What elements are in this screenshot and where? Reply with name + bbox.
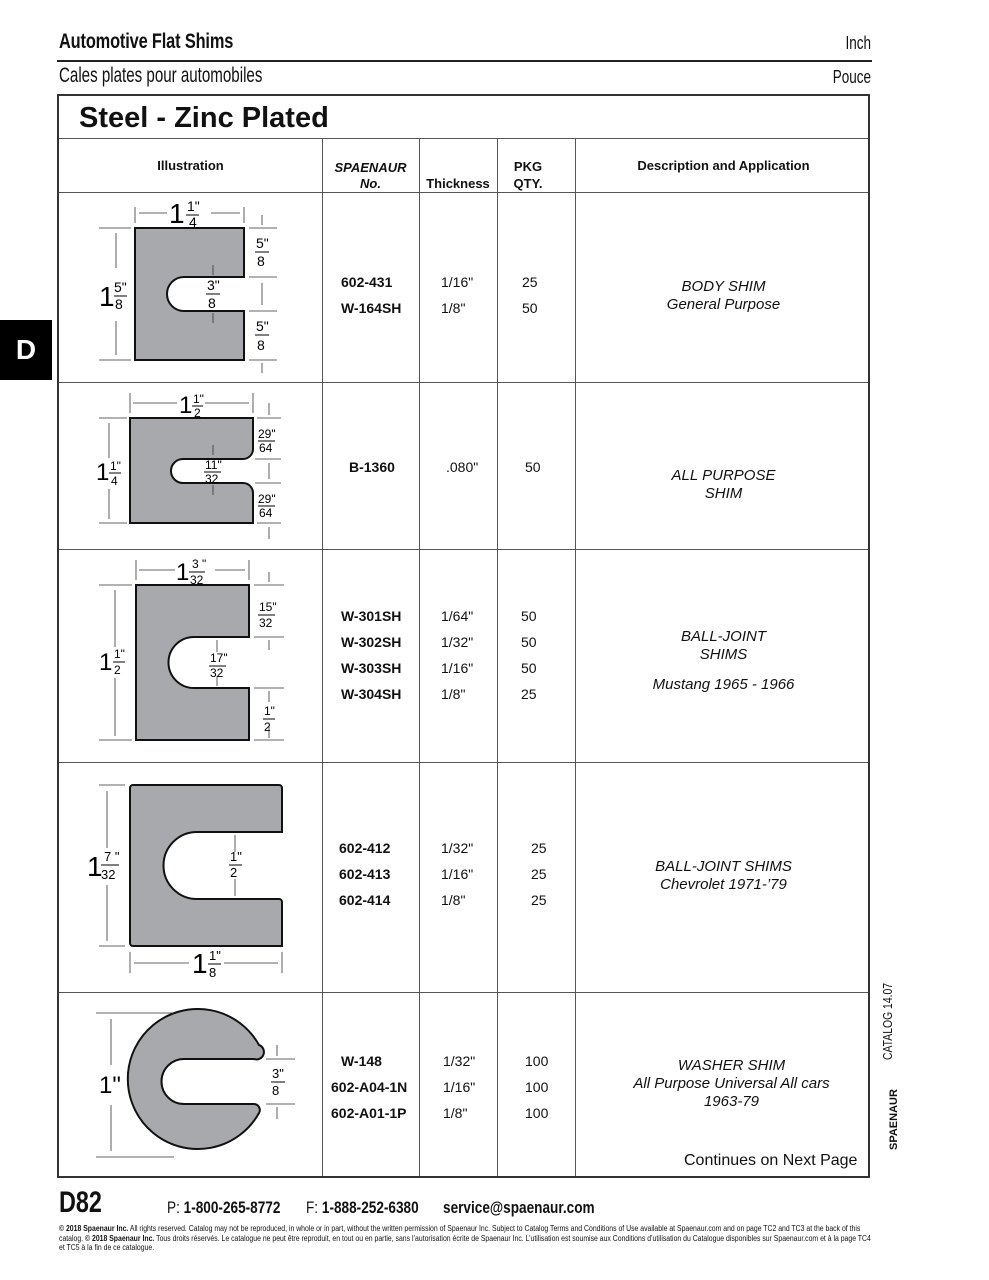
thickness: 1/16" [443, 1079, 476, 1095]
part-number: 602-414 [339, 892, 391, 908]
svg-text:32: 32 [210, 666, 224, 680]
description-line: 1963-79 [703, 1093, 760, 1110]
page-subtitle-fr: Cales plates pour automobiles [59, 64, 263, 87]
svg-text:5": 5" [256, 318, 269, 334]
description-line: BODY SHIM [681, 278, 766, 295]
svg-text:17": 17" [210, 651, 228, 665]
thickness: 1/64" [441, 608, 474, 624]
fax-label: F: [306, 1198, 319, 1217]
description-line: All Purpose Universal All cars [633, 1075, 830, 1092]
thickness: 1/8" [443, 1105, 468, 1121]
svg-text:32: 32 [190, 573, 204, 587]
svg-text:8: 8 [115, 296, 123, 312]
col-header-thickness: Thickness [426, 176, 490, 191]
part-number: W-302SH [341, 634, 402, 650]
col-header-description: Description and Application [637, 158, 810, 173]
divider [59, 138, 868, 139]
description-line: Mustang 1965 - 1966 [652, 676, 795, 693]
column-divider [419, 139, 420, 1176]
description-line: SHIM [704, 485, 743, 502]
pkg-qty: 50 [525, 459, 541, 475]
thickness: 1/32" [441, 634, 474, 650]
pkg-qty: 100 [525, 1105, 549, 1121]
pkg-qty: 25 [531, 866, 547, 882]
thickness: 1/16" [441, 274, 474, 290]
svg-text:29": 29" [258, 492, 276, 506]
description-line: General Purpose [666, 296, 781, 313]
svg-text:32: 32 [101, 867, 116, 882]
page-title: Automotive Flat Shims [59, 30, 234, 53]
thickness: 1/16" [441, 866, 474, 882]
svg-text:1: 1 [99, 649, 113, 676]
svg-text:15": 15" [259, 600, 277, 614]
description-line: ALL PURPOSE [671, 467, 776, 484]
pkg-qty: 25 [531, 840, 547, 856]
product-table [57, 94, 870, 1178]
col-header-pkg-line2: QTY. [513, 176, 543, 191]
svg-text:1": 1" [114, 647, 125, 661]
phone [167, 1198, 280, 1218]
svg-text:2: 2 [194, 406, 201, 420]
shim-illustration-body [59, 193, 322, 382]
col-header-illustration: Illustration [157, 158, 224, 173]
unit-label-fr: Pouce [832, 67, 871, 87]
svg-text:8: 8 [272, 1083, 280, 1098]
col-header-part-no-line1: SPAENAUR [334, 160, 407, 175]
description [575, 1057, 888, 1111]
svg-text:32: 32 [205, 472, 219, 486]
svg-text:11": 11" [205, 458, 222, 472]
svg-text:5": 5" [114, 279, 127, 295]
svg-text:1: 1 [192, 948, 208, 979]
svg-text:3 ": 3 " [192, 557, 207, 571]
thickness: .080" [446, 459, 479, 475]
svg-text:29": 29" [258, 427, 276, 441]
pkg-qty: 50 [522, 300, 538, 316]
unit-label: Inch [845, 33, 871, 53]
thickness: 1/32" [443, 1053, 476, 1069]
svg-text:1": 1" [99, 1072, 121, 1099]
svg-text:1: 1 [179, 392, 193, 419]
legal-text-en: All rights reserved. Catalog may not be reproduced, in whole or in part, without the written permission of Spaenaur Inc. Subject to Catalog Terms and Conditions of Use available at Spaenaur.com and on page TC2 and TC3 at the back of this catalog. [59, 1224, 861, 1243]
col-header-pkg-qty [497, 158, 559, 192]
svg-text:5": 5" [256, 235, 269, 251]
brand-logo: SPAENAUR [888, 1089, 900, 1150]
section-title: Steel - Zinc Plated [79, 102, 329, 134]
svg-text:1": 1" [193, 392, 204, 406]
svg-text:1": 1" [110, 459, 121, 473]
svg-text:8: 8 [208, 295, 216, 311]
svg-text:3": 3" [272, 1066, 284, 1081]
page-number: D82 [59, 1186, 102, 1219]
svg-text:32: 32 [259, 616, 273, 630]
thickness: 1/8" [441, 300, 466, 316]
svg-text:8: 8 [257, 337, 265, 353]
col-header-part-no [322, 160, 419, 192]
thickness: 1/16" [441, 660, 474, 676]
svg-text:2: 2 [230, 865, 238, 880]
thickness: 1/32" [441, 840, 474, 856]
shim-illustration-all-purpose [59, 383, 322, 549]
description-line: SHIMS [699, 646, 748, 663]
svg-text:1: 1 [96, 459, 110, 486]
svg-text:7 ": 7 " [104, 849, 120, 864]
description [575, 858, 872, 894]
svg-text:8: 8 [209, 965, 217, 980]
legal-notice [59, 1224, 874, 1253]
svg-text:1: 1 [169, 198, 185, 229]
part-number: 602-A04-1N [331, 1079, 408, 1095]
legal-text-fr: Tous droits réservés. Le catalogue ne peut être reproduit, en tout ou en partie, sans l’autorisation écrite de Spaenaur Inc. L’utilisation est soumise aux Conditions d’utilisation du Catalogue disponibles sur Spaenaur.com et à la page TC4 et TC5 à la fin de ce catalogue. [59, 1233, 871, 1252]
shim-illustration-ball-joint-chevrolet [59, 763, 322, 992]
svg-text:1": 1" [230, 849, 242, 864]
description [575, 467, 872, 503]
column-divider [322, 139, 323, 1176]
thickness: 1/8" [441, 686, 466, 702]
svg-text:8: 8 [257, 253, 265, 269]
svg-text:1: 1 [99, 281, 115, 312]
pkg-qty: 25 [521, 686, 537, 702]
svg-text:4: 4 [189, 214, 197, 230]
pkg-qty: 100 [525, 1079, 549, 1095]
pkg-qty: 25 [531, 892, 547, 908]
svg-text:1": 1" [264, 704, 275, 718]
part-number: W-148 [341, 1053, 382, 1069]
part-number: W-304SH [341, 686, 402, 702]
continues-note: Continues on Next Page [684, 1152, 858, 1169]
fax [306, 1198, 419, 1218]
part-number: W-301SH [341, 608, 402, 624]
description-line: BALL-JOINT [680, 628, 767, 645]
phone-label: P: [167, 1198, 180, 1217]
col-header-part-no-line2: No. [360, 176, 381, 191]
svg-text:2: 2 [264, 720, 271, 734]
description-line: BALL-JOINT SHIMS [655, 858, 792, 875]
part-number: B-1360 [349, 459, 395, 475]
description-line: Chevrolet 1971-’79 [660, 876, 787, 893]
part-number: 602-A01-1P [331, 1105, 407, 1121]
description-line: WASHER SHIM [677, 1057, 786, 1074]
svg-text:3": 3" [207, 277, 220, 293]
pkg-qty: 25 [522, 274, 538, 290]
pkg-qty: 50 [521, 660, 537, 676]
phone-number: 1-800-265-8772 [183, 1198, 281, 1217]
email-link[interactable]: service@spaenaur.com [443, 1198, 595, 1217]
header-rule [57, 60, 872, 62]
svg-text:1: 1 [176, 559, 190, 586]
svg-text:2: 2 [114, 663, 121, 677]
part-number: W-164SH [341, 300, 402, 316]
copyright: © 2018 Spaenaur Inc. [85, 1233, 155, 1243]
svg-text:4: 4 [111, 474, 118, 488]
pkg-qty: 100 [525, 1053, 549, 1069]
pkg-qty: 50 [521, 634, 537, 650]
part-number: 602-412 [339, 840, 391, 856]
thickness: 1/8" [441, 892, 466, 908]
part-number: W-303SH [341, 660, 402, 676]
svg-text:64: 64 [259, 506, 273, 520]
copyright: © 2018 Spaenaur Inc. [59, 1224, 129, 1233]
column-divider [497, 139, 498, 1176]
part-number: 602-431 [341, 274, 393, 290]
svg-text:64: 64 [259, 441, 273, 455]
fax-number: 1-888-252-6380 [321, 1198, 419, 1217]
section-tab: D [0, 320, 52, 380]
part-number: 602-413 [339, 866, 391, 882]
shim-illustration-ball-joint-mustang [59, 550, 322, 762]
description [575, 278, 872, 314]
pkg-qty: 50 [521, 608, 537, 624]
svg-text:1": 1" [209, 948, 221, 963]
shim-illustration-washer [59, 993, 322, 1179]
description [575, 628, 872, 694]
svg-text:1: 1 [87, 851, 103, 882]
catalog-version: CATALOG 14.07 [880, 982, 895, 1060]
col-header-pkg-line1: PKG [513, 159, 543, 174]
svg-text:1": 1" [187, 198, 200, 214]
